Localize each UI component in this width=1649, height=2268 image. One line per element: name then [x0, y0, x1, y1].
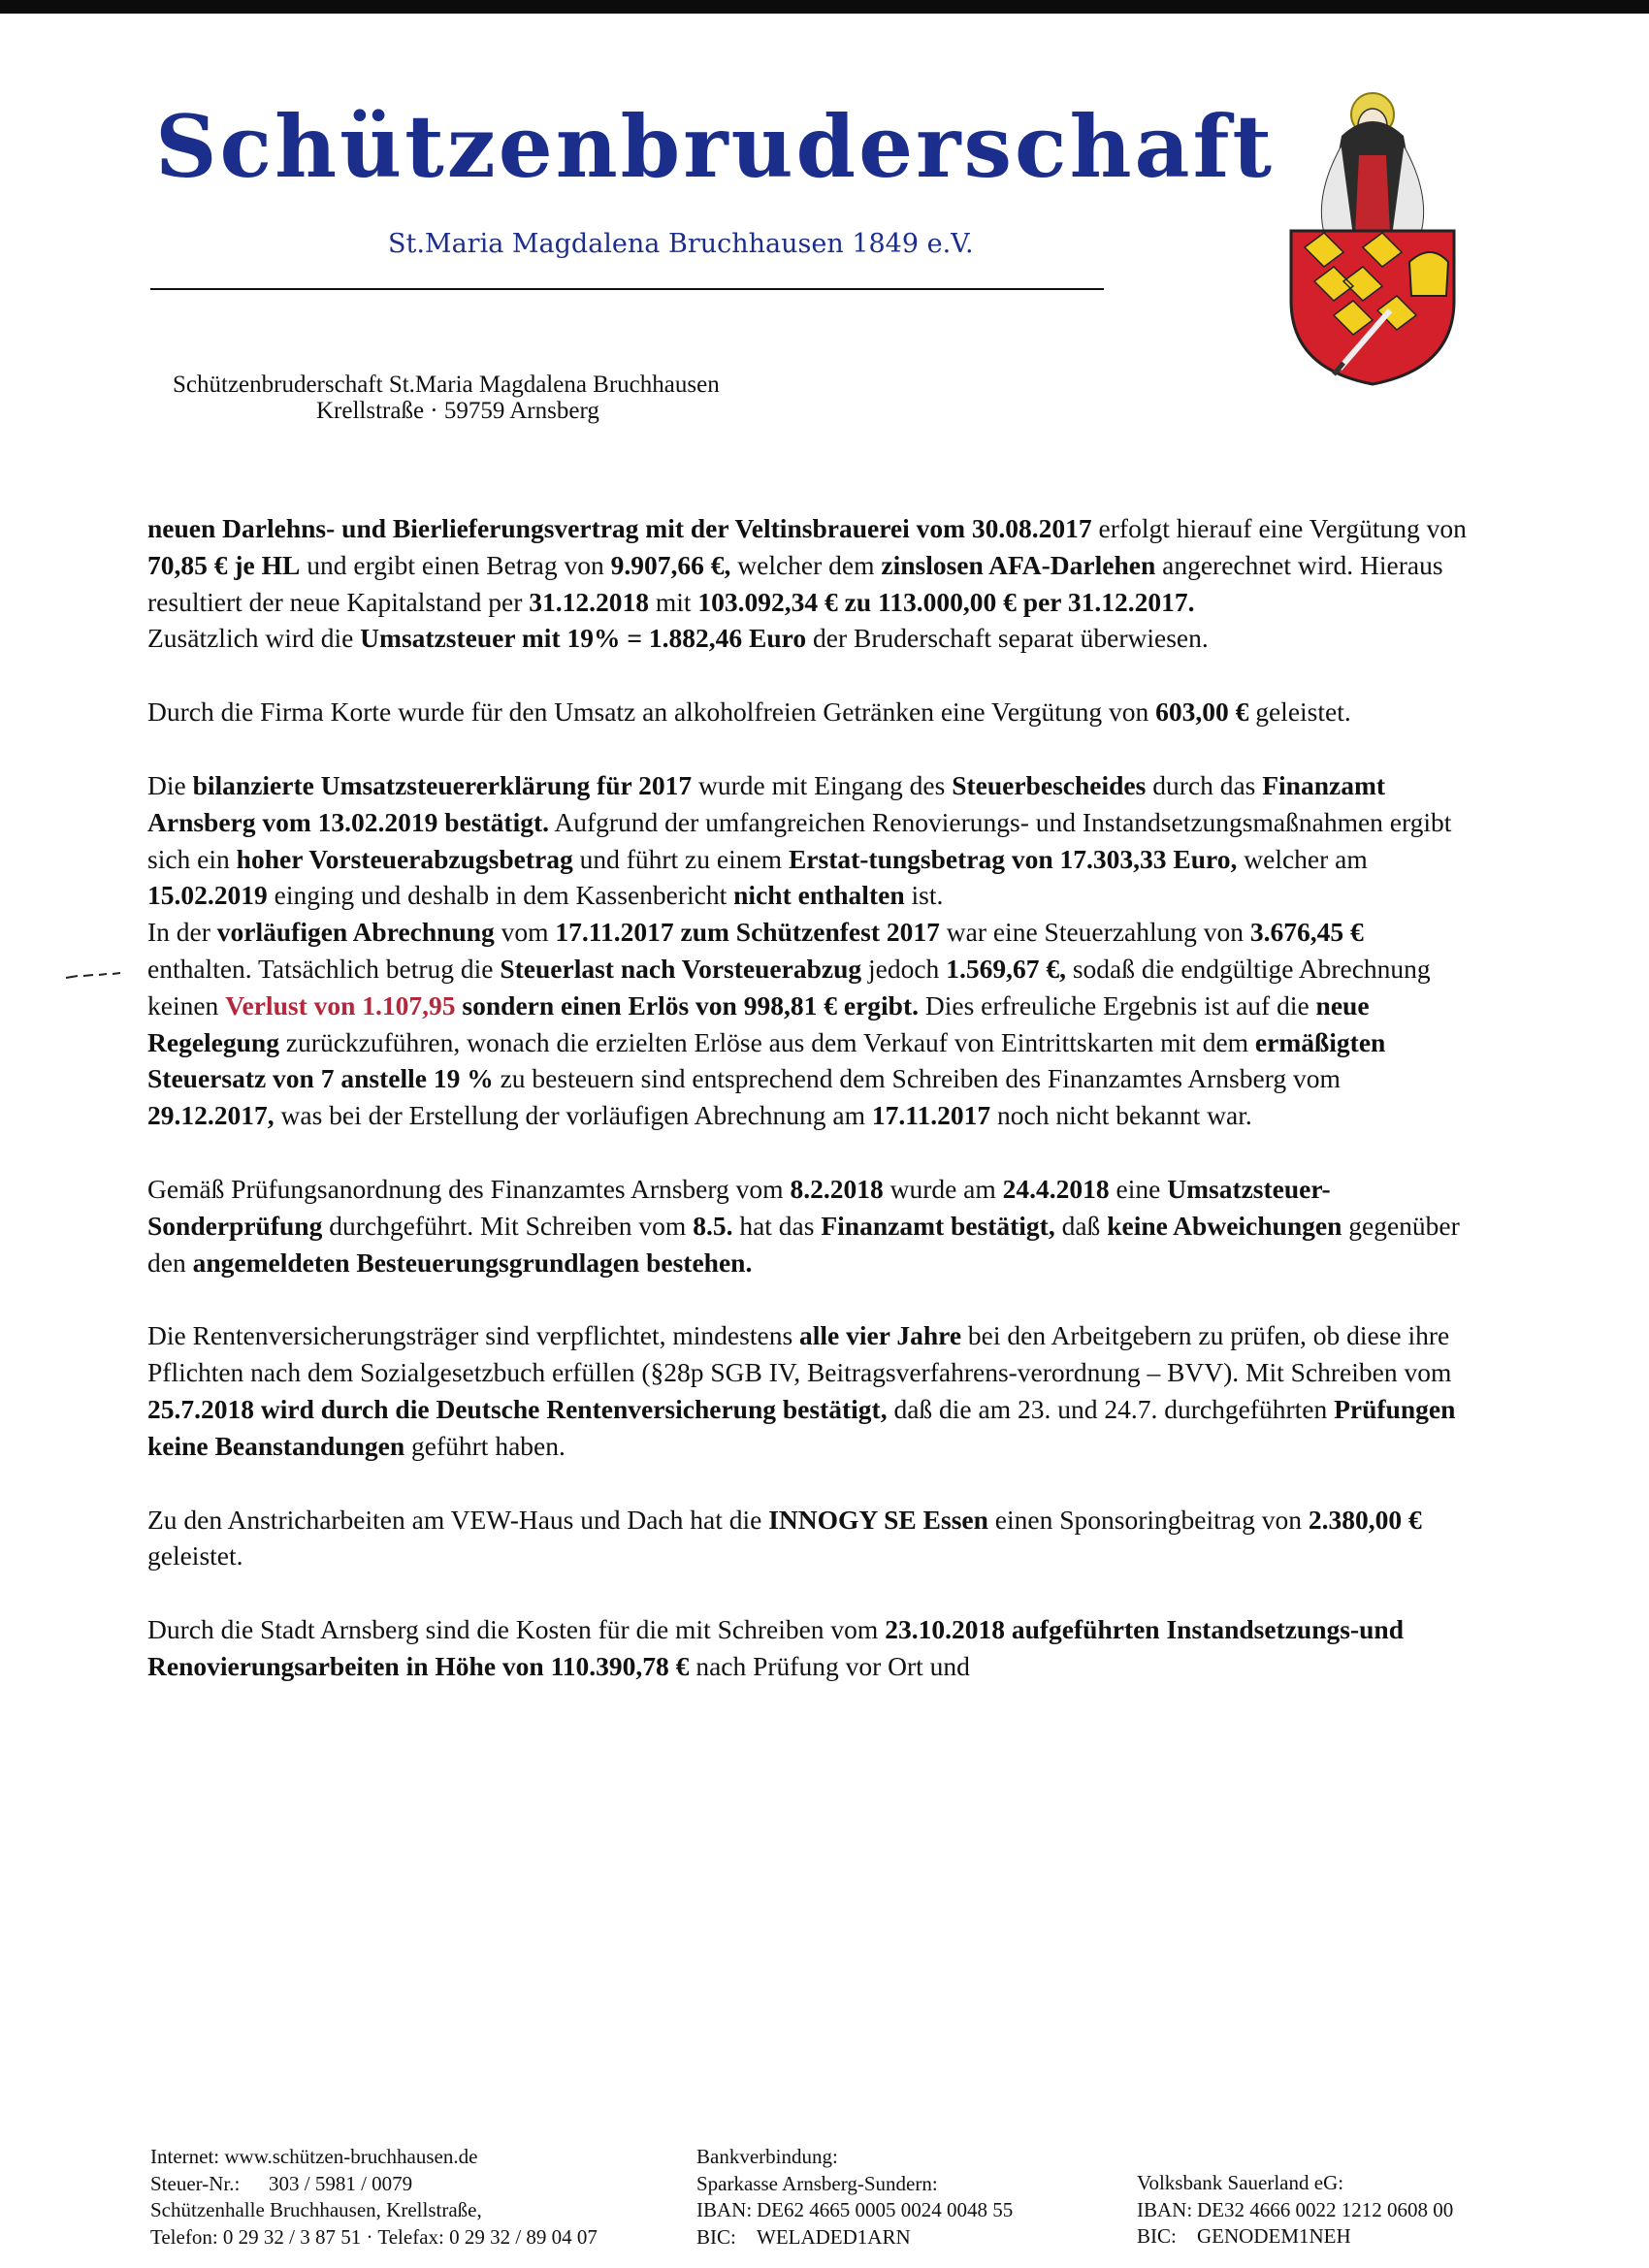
footer-tax-value: 303 / 5981 / 0079 — [269, 2171, 413, 2195]
footer-bank1-bic-label: BIC: — [696, 2224, 736, 2249]
footer-bank2-iban: DE32 4666 0022 1212 0608 00 — [1197, 2197, 1454, 2221]
paragraph-sonderpruefung: Gemäß Prüfungsanordnung des Finanzamtes Arnsberg vom 8.2.2018 wurde am 24.4.2018 eine Umsatzsteuer-Sonderprüfung durchgeführt. Mit Schreiben vom 8.5. hat das Finanzamt bestätigt, daß keine Abweichungen gegenüber den angemeldeten Besteuerungsgrundlagen bestehen. — [147, 1173, 1460, 1278]
footer-bank2-bic: GENODEM1NEH — [1197, 2224, 1351, 2248]
footer-bank-sparkasse — [696, 2144, 1013, 2251]
footer-bank2-bic-label: BIC: — [1137, 2224, 1177, 2248]
footer-hall: Schützenhalle Bruchhausen, Krellstraße, — [150, 2198, 482, 2221]
paragraph-korte: Durch die Firma Korte wurde für den Umsatz an alkoholfreien Getränken eine Vergütung von 603,00 € geleistet. — [147, 697, 1351, 728]
footer-bank-heading: Bankverbindung: — [696, 2145, 838, 2168]
footer-bank1-name: Sparkasse Arnsberg-Sundern: — [696, 2171, 938, 2195]
footer-bank2-iban-label: IBAN: — [1137, 2197, 1193, 2221]
sender-line-1: Schützenbruderschaft St.Maria Magdalena Bruchhausen — [173, 372, 720, 398]
footer-phone: Telefon: 0 29 32 / 3 87 51 · Telefax: 0 29 32 / 89 04 07 — [150, 2224, 598, 2249]
footer-bank1-iban: DE62 4665 0005 0024 0048 55 — [757, 2198, 1014, 2221]
paragraph-veltins: neuen Darlehns- und Bierlieferungsvertrag mit der Veltinsbrauerei vom 30.08.2017 erfolgt hierauf eine Vergütung von 70,85 € je HL und ergibt einen Betrag von 9.907,66 €, welcher dem zinslosen AFA-Darlehen angerechnet wird. Hieraus resultiert der neue Kapitalstand per 31.12.2018 mit 103.092,34 € zu 113.000,00 € per 31.12.2017. Zusätzlich wird die Umsatzsteuer mit 19% = 1.882,46 Euro der Bruderschaft separat überwiesen. — [147, 513, 1467, 654]
scan-top-edge — [0, 0, 1649, 14]
paragraph-abrechnung: In der vorläufigen Abrechnung vom 17.11.2017 zum Schützenfest 2017 war eine Steuerzahlung von 3.676,45 € enthalten. Tatsächlich betrug die Steuerlast nach Vorsteuerabzug jedoch 1.569,67 €, sodaß die endgültige Abrechnung keinen Verlust von 1.107,95 sondern einen Erlös von 998,81 € ergibt. Dies erfreuliche Ergebnis ist auf die neue Regelegung zurückzuführen, wonach die erzielten Erlöse aus dem Verkauf von Eintrittskarten mit dem ermäßigten Steuersatz von 7 anstelle 19 % zu besteuern sind entsprechend dem Schreiben des Finanzamtes Arnsberg vom 29.12.2017, was bei der Erstellung der vorläufigen Abrechnung am 17.11.2017 noch nicht bekannt war. — [147, 917, 1431, 1131]
footer-bank1-bic: WELADED1ARN — [757, 2224, 911, 2249]
letterhead-rule — [150, 288, 1104, 290]
footer-contact — [150, 2144, 598, 2251]
footer-bank2-name: Volksbank Sauerland eG: — [1137, 2171, 1344, 2194]
footer-internet: Internet: www.schützen-bruchhausen.de — [150, 2145, 478, 2168]
paragraph-innogy: Zu den Anstricharbeiten am VEW-Haus und Dach hat die INNOGY SE Essen einen Sponsoringbeitrag von 2.380,00 € geleistet. — [147, 1504, 1422, 1571]
coat-of-arms-icon — [1285, 87, 1460, 388]
letterhead-title: Schützenbruderschaft — [155, 96, 1276, 197]
paragraph-umsatzsteuer: Die bilanzierte Umsatzsteuererklärung für 2017 wurde mit Eingang des Steuerbescheides durch das Finanzamt Arnsberg vom 13.02.2019 bestätigt. Aufgrund der umfangreichen Renovierungs- und Instandsetzungsmaßnahmen ergibt sich ein hoher Vorsteuerabzugsbetrag und führt zu einem Erstat-tungsbetrag von 17.303,33 Euro, welcher am 15.02.2019 einging und deshalb in dem Kassenbericht nicht enthalten ist. — [147, 769, 1452, 911]
paragraph-stadt-arnsberg: Durch die Stadt Arnsberg sind die Kosten für die mit Schreiben vom 23.10.2018 aufgeführten Instandsetzungs-und Renovierungsarbeiten in Höhe von 110.390,78 € nach Prüfung vor Ort und — [147, 1614, 1405, 1681]
sender-line-2: Krellstraße · 59759 Arnsberg — [316, 398, 599, 424]
letter-body — [147, 510, 1467, 1685]
letterhead-subtitle: St.Maria Magdalena Bruchhausen 1849 e.V. — [388, 229, 974, 259]
footer-tax-label: Steuer-Nr.: — [150, 2171, 241, 2195]
footer-bank-volksbank — [1137, 2170, 1453, 2251]
footer-bank1-iban-label: IBAN: — [696, 2198, 753, 2221]
scan-mark — [64, 972, 122, 982]
paragraph-rentenversicherung: Die Rentenversicherungsträger sind verpflichtet, mindestens alle vier Jahre bei den Arbeitgebern zu prüfen, ob diese ihre Pflichten nach dem Sozialgesetzbuch erfüllen (§28p SGB IV, Beitragsverfahrens-verordnung – BVV). Mit Schreiben vom 25.7.2018 wird durch die Deutsche Rentenversicherung bestätigt, daß die am 23. und 24.7. durchgeführten Prüfungen keine Beanstandungen geführt haben. — [147, 1320, 1456, 1461]
